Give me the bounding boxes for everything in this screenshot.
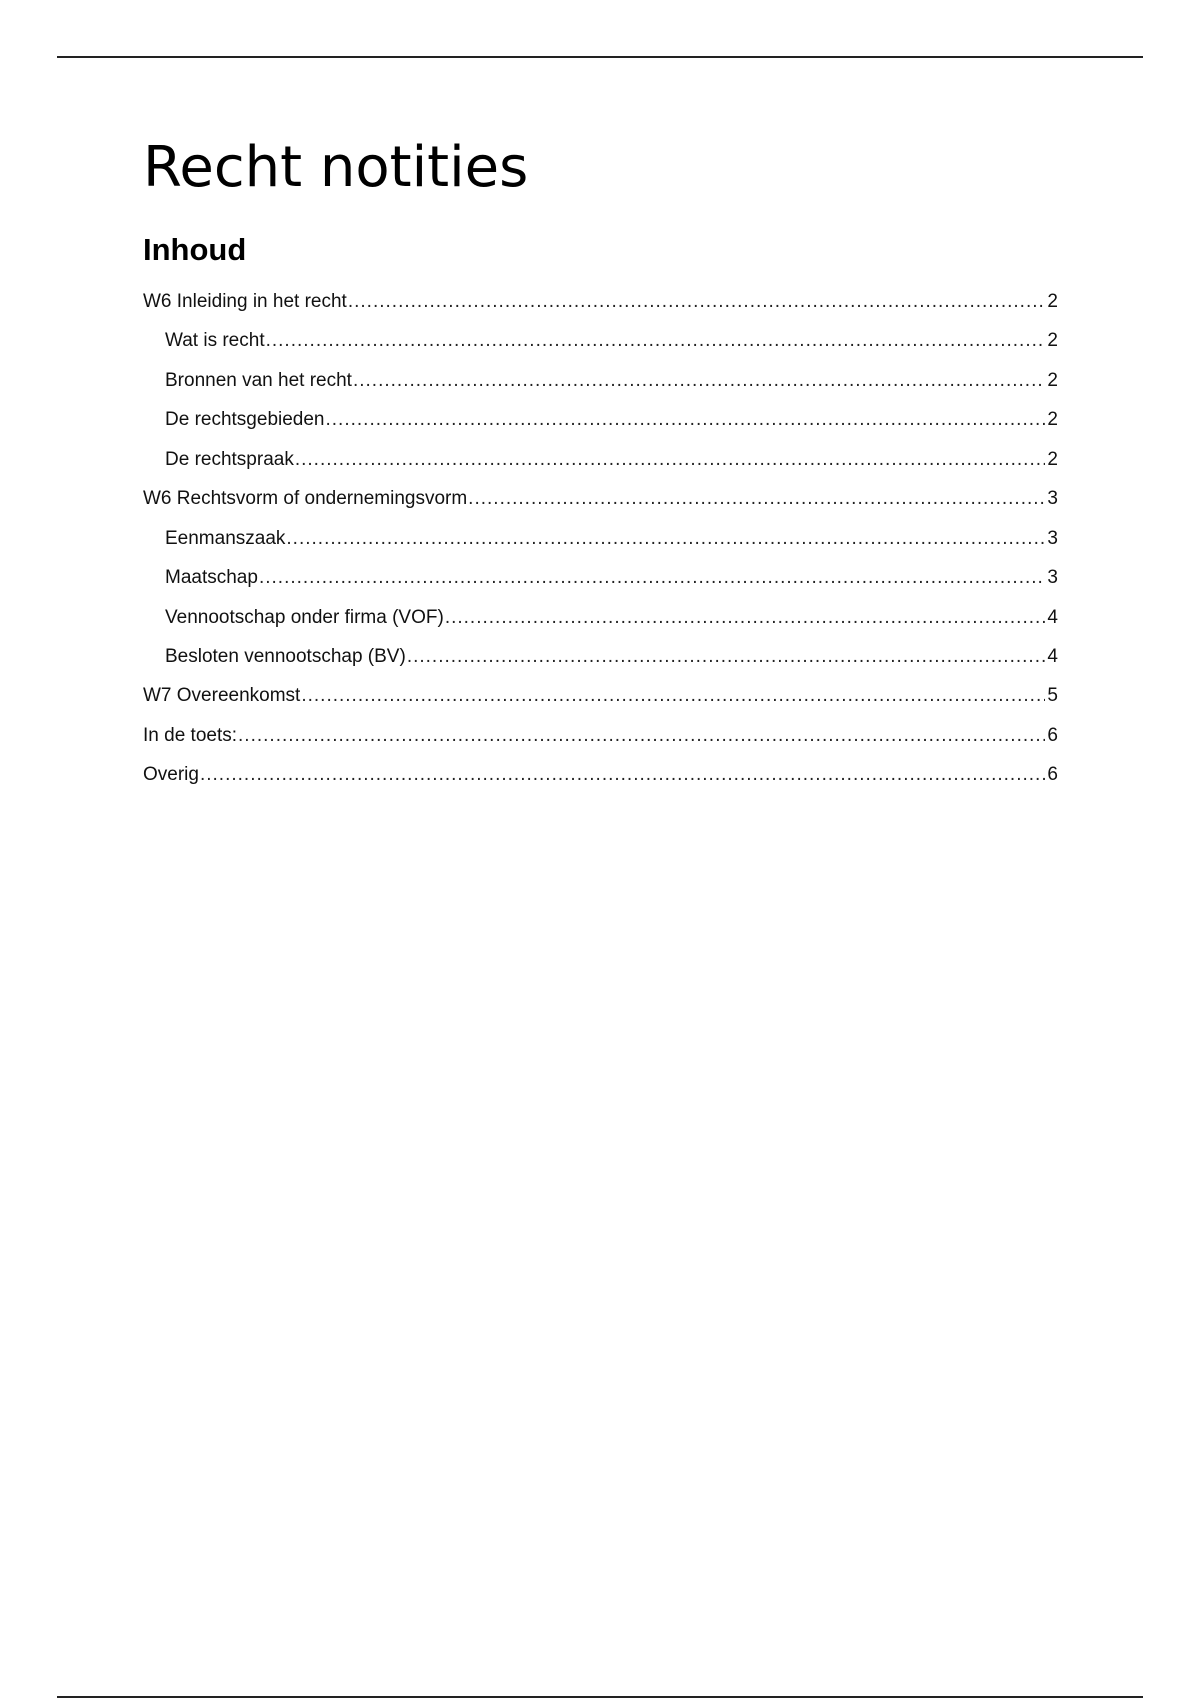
toc-entry-text: Overig [143,764,199,786]
toc-heading: Inhoud [143,232,247,267]
toc-entry[interactable] [143,282,1058,321]
toc-page-number: 2 [1047,291,1058,312]
toc-entry-text: Vennootschap onder firma (VOF) [165,606,444,628]
toc-page-number: 6 [1047,764,1058,786]
toc-page-number: 4 [1047,606,1058,628]
toc-page-number: 5 [1047,685,1058,707]
toc-dot-leader [259,558,1045,597]
toc-entry[interactable] [143,716,1058,755]
toc-entry-text: In de toets: [143,724,238,746]
toc-entry[interactable] [143,558,1058,597]
toc-page-number: 4 [1047,645,1058,667]
toc-page-number: 2 [1047,409,1058,431]
toc-dot-leader [407,637,1046,676]
toc-entry-text: Maatschap [165,567,258,589]
toc-entry-text: W7 Overeenkomst [143,685,301,707]
toc-entry[interactable] [143,637,1058,676]
toc-dot-leader [348,282,1046,321]
toc-page-number: 6 [1047,724,1058,746]
toc-dot-leader [295,440,1046,479]
toc-entry-text: W6 Rechtsvorm of ondernemingsvorm [143,488,468,510]
toc-entry[interactable] [143,676,1058,715]
toc-entry[interactable] [143,479,1058,518]
toc-entry-text: Eenmanszaak [165,527,286,549]
toc-dot-leader [353,361,1045,400]
toc-entry-text: W6 Inleiding in het recht [143,291,347,312]
header-rule [57,56,1143,58]
toc-entry[interactable] [143,361,1058,400]
toc-entry[interactable] [143,440,1058,479]
toc-entry[interactable] [143,519,1058,558]
toc-page-number: 2 [1047,448,1058,470]
toc-entry[interactable] [143,321,1058,360]
toc-page-number: 2 [1047,369,1058,391]
toc-entry[interactable] [143,400,1058,439]
footer-rule [57,1696,1143,1698]
toc-entry-text: Besloten vennootschap (BV) [165,645,406,667]
toc-dot-leader [286,519,1045,558]
toc-entry-text: Bronnen van het recht [165,369,352,391]
table-of-contents [143,282,1058,795]
toc-dot-leader [238,716,1045,755]
toc-dot-leader [266,321,1046,360]
toc-entry[interactable] [143,755,1058,794]
toc-dot-leader [200,755,1045,794]
toc-page-number: 3 [1047,567,1058,589]
toc-dot-leader [468,479,1045,518]
toc-dot-leader [301,676,1045,715]
toc-entry[interactable] [143,598,1058,637]
toc-entry-text: De rechtsgebieden [165,409,325,431]
toc-entry-text: De rechtspraak [165,448,294,470]
toc-page-number: 3 [1047,488,1058,510]
toc-entry-text: Wat is recht [165,330,265,352]
toc-page-number: 3 [1047,527,1058,549]
toc-dot-leader [445,598,1046,637]
toc-page-number: 2 [1047,330,1058,352]
document-title: Recht notities [143,135,529,200]
toc-dot-leader [326,400,1046,439]
